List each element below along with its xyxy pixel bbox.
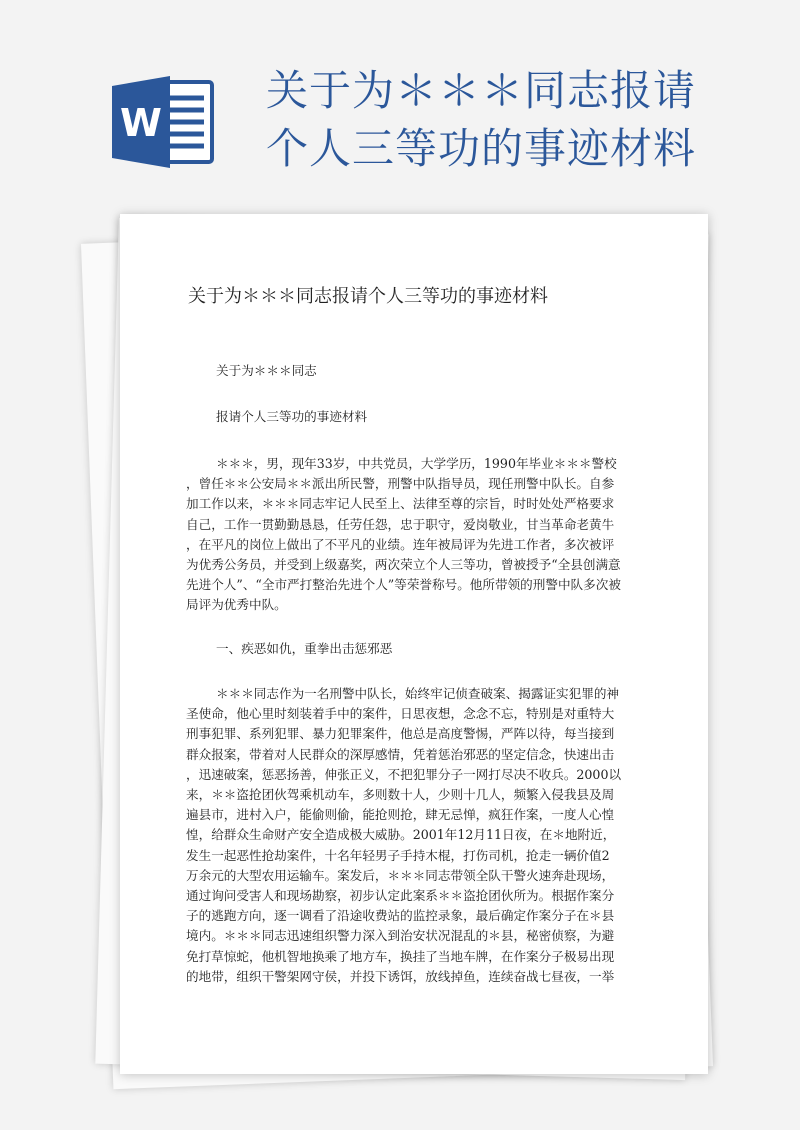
document-title: 关于为＊＊＊同志报请个人三等功的事迹材料 [188,286,548,307]
paragraph-line: 群众报案，带着对人民群众的深厚感情，凭着惩治邪恶的坚定信念，快速出击 [186,746,615,762]
paragraph-line: ，在平凡的岗位上做出了不平凡的业绩。连年被局评为先进工作者，多次被评 [186,536,615,552]
word-logo-icon [110,72,220,172]
subtitle-line-1: 关于为＊＊＊同志 [216,363,317,378]
paragraph-line: 遍县市，进村入户，能偷则偷，能抢则抢，肆无忌惮，疯狂作案，一度人心惶 [186,807,615,823]
paragraph-line: ＊＊＊同志作为一名刑警中队长，始终牢记侦查破案、揭露证实犯罪的神 [216,686,619,701]
paragraph-line: 刑事犯罪、系列犯罪、暴力犯罪案件，他总是高度警惕，严阵以待，每当接到 [186,726,615,742]
paragraph-line: 来，＊＊盗抢团伙驾乘机动车，多则数十人，少则十几人，频繁入侵我县及周 [186,787,615,803]
paragraph-line: 局评为优秀中队。 [186,597,287,613]
banner-title [266,62,786,178]
paragraph-line: 境内。＊＊＊同志迅速组织警力深入到治安状况混乱的＊县，秘密侦察，为避 [186,928,615,944]
paragraph-line: 先进个人”、“全市严打整治先进个人”等荣誉称号。他所带领的刑警中队多次被 [186,577,621,593]
banner-title-line: 关于为＊＊＊同志报请 [266,66,697,115]
paragraph-line: ，曾任＊＊公安局＊＊派出所民警，刑警中队指导员，现任刑警中队长。自参 [186,476,615,492]
subtitle-line-2: 报请个人三等功的事迹材料 [216,409,368,424]
paragraph-line: 惶，给群众生命财产安全造成极大威胁。2001年12月11日夜，在＊地附近， [186,827,616,843]
paragraph-line: 的地带，组织干警架网守侯，并投下诱饵，放线掉鱼，连续奋战七昼夜，一举 [186,968,615,984]
paragraph-line: 发生一起恶性抢劫案件，十名年轻男子手持木棍，打伤司机，抢走一辆价值2 [186,847,610,863]
paragraph-line: 免打草惊蛇，他机智地换乘了地方车，换挂了当地车牌，在作案分子极易出现 [186,948,615,964]
banner-title-line: 个人三等功的事迹材料 [266,124,697,173]
paragraph-line: ＊＊＊，男，现年33岁，中共党员，大学学历，1990年毕业＊＊＊警校 [216,456,617,471]
section-heading: 一、疾恶如仇，重拳出击惩邪恶 [216,641,393,656]
paragraph-line: 自己，工作一贯勤勤恳恳，任劳任怨，忠于职守，爱岗敬业，甘当革命老黄牛 [186,516,615,532]
paragraph-line: 通过询问受害人和现场勘察，初步认定此案系＊＊盗抢团伙所为。根据作案分 [186,888,615,904]
paragraph-1 [186,454,648,616]
header [0,0,800,210]
paragraph-line: 加工作以来，＊＊＊同志牢记人民至上、法律至尊的宗旨，时时处处严格要求 [186,496,615,512]
svg-text:W: W [120,101,162,145]
paragraph-line: 万余元的大型农用运输车。案发后，＊＊＊同志带领全队干警火速奔赴现场， [186,867,615,883]
paragraph-2 [186,684,648,987]
paragraph-line: 为优秀公务员，并受到上级嘉奖，两次荣立个人三等功，曾被授予“全县创满意 [186,557,621,573]
document-page [120,214,708,1074]
paragraph-line: ，迅速破案，惩恶扬善，伸张正义，不把犯罪分子一网打尽决不收兵。2000以 [186,766,622,782]
paragraph-line: 子的逃跑方向，逐一调看了沿途收费站的监控录象，最后确定作案分子在＊县 [186,908,615,924]
paragraph-line: 圣使命，他心里时刻装着手中的案件，日思夜想，念念不忘，特别是对重特大 [186,706,615,722]
